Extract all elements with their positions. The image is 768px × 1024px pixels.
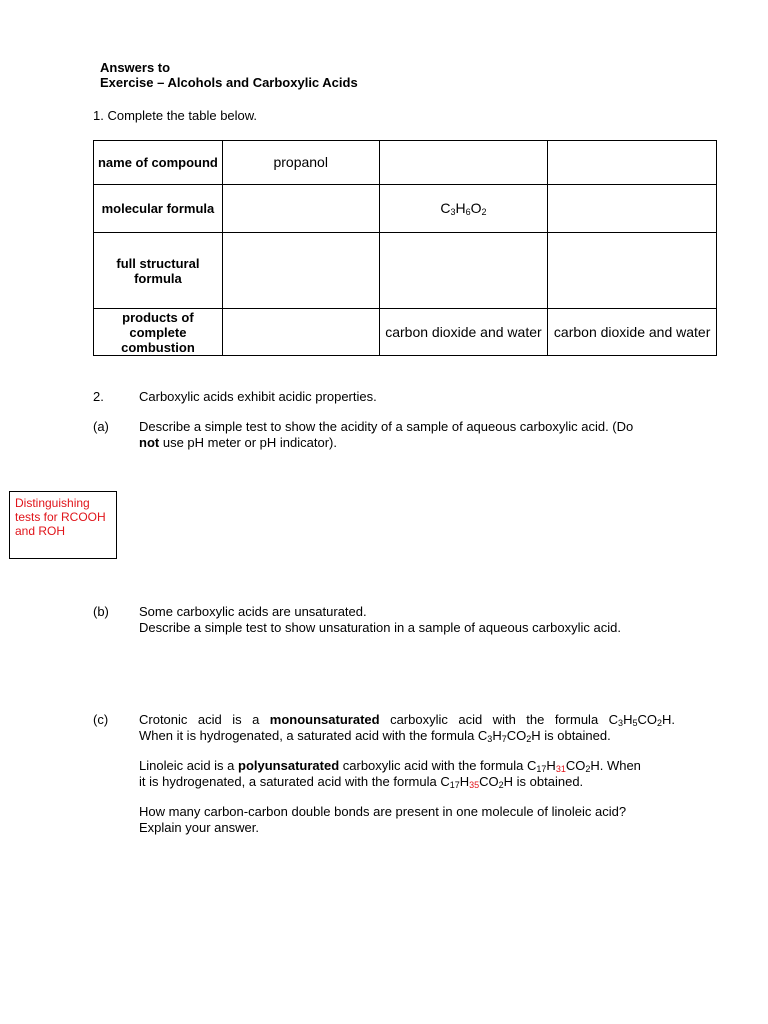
note-box: Distinguishing tests for RCOOH and ROH <box>9 491 117 559</box>
part-c-paragraph-1: Crotonic acid is a monounsaturated carboxylic acid with the formula $C_3H_5CO_2H$. When it is hydrogenated, a saturated acid with the formula $C_3H_7CO_2H$ is obtained. <box>139 712 675 744</box>
table-cell <box>379 141 548 185</box>
cell-combustion-products-2: carbon dioxide and water <box>548 309 717 356</box>
table-row <box>94 141 717 185</box>
document-title <box>100 60 358 90</box>
part-c-paragraph-2: Linoleic acid is a polyunsaturated carboxylic acid with the formula $C_{17}H_{31}CO_2H$. When it is hydrogenated, a saturated acid with the formula $C_{17}H_{35}CO_2H$ is obtained. <box>139 758 641 790</box>
table-cell <box>222 185 379 233</box>
title-line-1: Answers to <box>100 60 171 75</box>
cell-combustion-products-1: carbon dioxide and water <box>379 309 548 356</box>
table-cell <box>548 141 717 185</box>
part-a-text: Describe a simple test to show the acidity of a sample of aqueous carboxylic acid. (Do not use pH meter or pH indicator). <box>139 419 634 450</box>
table-cell <box>222 233 379 309</box>
part-b-text: Some carboxylic acids are unsaturated. Describe a simple test to show unsaturation in a sample of aqueous carboxylic acid. <box>139 604 621 635</box>
title-line-2: Exercise – Alcohols and Carboxylic Acids <box>100 75 358 90</box>
row-label-molecular: molecular formula <box>94 185 223 233</box>
cell-molecular-formula: $C_3H_6O_2$ <box>379 185 548 233</box>
part-c-paragraph-3: How many carbon-carbon double bonds are present in one molecule of linoleic acid? Explain your answer. <box>139 804 627 835</box>
table-cell <box>548 233 717 309</box>
table-row <box>94 309 717 356</box>
table-cell <box>548 185 717 233</box>
table-cell <box>379 233 548 309</box>
compound-table <box>93 140 717 356</box>
table-row <box>94 233 717 309</box>
question-2-intro: Carboxylic acids exhibit acidic properties. <box>139 389 377 404</box>
row-label-name: name of compound <box>94 141 223 185</box>
part-a-label: (a) <box>93 419 109 434</box>
question-2-number: 2. <box>93 389 104 404</box>
part-b-label: (b) <box>93 604 109 619</box>
row-label-structural: full structural formula <box>94 233 223 309</box>
cell-propanol: propanol <box>222 141 379 185</box>
row-label-combustion: products of complete combustion <box>94 309 223 356</box>
question-1-prompt: 1. Complete the table below. <box>93 108 258 123</box>
part-c-label: (c) <box>93 712 109 727</box>
table-cell <box>222 309 379 356</box>
table-row <box>94 185 717 233</box>
